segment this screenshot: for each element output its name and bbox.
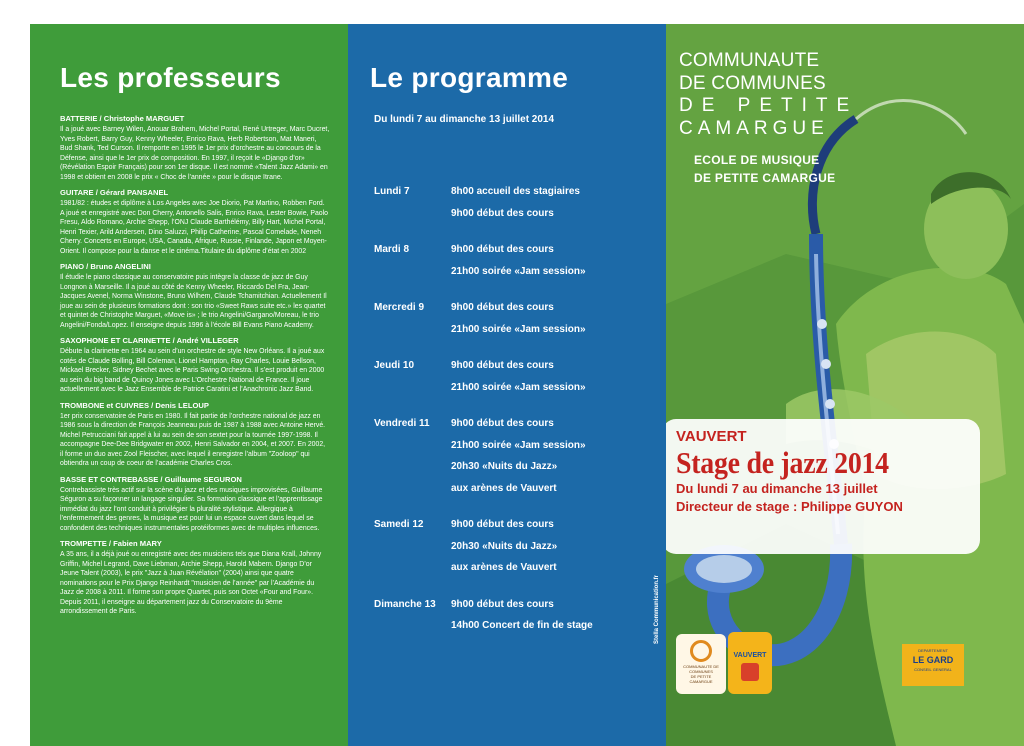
teacher-title: BASSE ET CONTREBASSE / Guillaume SEGURON: [60, 474, 242, 484]
event-dates: Du lundi 7 au dimanche 13 juillet: [676, 481, 878, 496]
teacher-entry: [60, 401, 330, 469]
logo-text: CAMARGUE: [689, 679, 713, 684]
event: 21h00 soirée «Jam session»: [451, 439, 586, 451]
teacher-bio: Débute la clarinette en 1964 au sein d’un orchestre de style New Orléans. Il a joué aux cotés de Claude Bolling, Bill Coleman, Lionel Hampton, Ray Charles, Louie Bellson, Mickael Brecker, Sidney Bechet avec le Paris Swing Orchestra. Il s’est produit en 2000 au sein du big band de Quincy Jones avec L’Orchestre National de France. Il joue actuellement avec le Jazz Ensemble de Patrice Caratini et l’Anachronic Jazz Band.: [60, 348, 325, 393]
teachers-panel: [30, 24, 348, 746]
teacher-bio: 1er prix conservatoire de Paris en 1980. Il fait partie de l’orchestre national de jazz en 1986 sous la direction de François Jeanneau puis de 1987 à 1988 avec Antoine Hervé. Michel Petrucciani fait appel à lui au sein de son sextet pour la tournée 1997-1998. Il accompagne Dee-Dee Bridgwater en 2002, Henri Salvador en 2004, et 2007. En 2002, il forme un duo avec Zool Fleischer, avec lequel il enregistre l’album "Zooloop" qui obtiendra un coup de coeur de l’académie Charles Cros.: [60, 412, 326, 467]
logo-text: CONSEIL GENERAL: [914, 667, 952, 672]
schedule-day: [370, 514, 650, 579]
day-label: Vendredi 11: [374, 418, 430, 429]
school-title: [694, 151, 835, 187]
teacher-entry: [60, 262, 330, 330]
event: 9h00 début des cours: [451, 519, 554, 530]
teacher-title: PIANO / Bruno ANGELINI: [60, 262, 151, 271]
teacher-entry: [60, 475, 330, 534]
logo-text: LE GARD: [912, 655, 954, 665]
day-events: [451, 514, 557, 579]
printer-credit: Stella Communication.fr: [654, 574, 660, 644]
event: 21h00 soirée «Jam session»: [451, 381, 586, 393]
logo-text: VAUVERT: [733, 652, 767, 659]
event: 9h00 début des cours: [451, 302, 554, 313]
community-line: DE PETITE: [679, 95, 859, 116]
teacher-title: TROMBONE et CUIVRES / Denis LELOUP: [60, 400, 209, 410]
teacher-entry: [60, 114, 330, 182]
logo-text: DE PETITE: [690, 674, 712, 679]
day-events: [451, 594, 593, 637]
teachers-heading: Les professeurs: [60, 62, 281, 93]
teacher-title: BATTERIE / Christophe MARGUET: [60, 114, 185, 123]
event: 8h00 accueil des stagiaires: [451, 186, 580, 197]
teacher-bio: Contrebassiste très actif sur la scène du jazz et des musiques improvisées, Guillaume Séguron a su façonner un langage singulier. Sa formation classique et l’apprentissage immédiat du jazz l’ont conduit à privilégier la pluralité stylistique. Allergique à l’enfermement des genres, la musique est pour lui un espace ouvert dans lequel se confondent des techniques instrumentales protéiformes avec de multiples influences.: [60, 486, 323, 532]
schedule-day: [370, 355, 650, 398]
logo-text: DEPARTEMENT: [918, 648, 948, 653]
event: 9h00 début des cours: [451, 598, 554, 610]
teacher-title: TROMPETTE / Fabien MARY: [60, 539, 162, 548]
school-line: ECOLE DE MUSIQUE: [694, 153, 820, 167]
school-line: DE PETITE CAMARGUE: [694, 171, 836, 185]
teacher-bio: Il étudie le piano classique au conservatoire puis intègre la classe de jazz de Guy Longnon à Marseille. Il a joué au côté de Kenny Wheeler, Riccardo Del Fra, Jean-Jacques Avenel, Norma Winstone, Bruno Wilhem, Claude Tchamitchian. Actuellement Il joue au sein de plusieurs formations dont : son trio «Sweet Raws suite etc.» les quartet et quintet de Christophe Marguet, «Move is» ; le trio Angelini/Gargano/Moreau, le trio Angelini/Fonda/Lopez. Il enseigne depuis 1996 à l’école Bill Evans Piano Academy.: [60, 274, 327, 329]
day-events: [451, 297, 586, 340]
teacher-bio: Il a joué avec Barney Wilen, Anouar Brahem, Michel Portal, René Urtreger, Marc Ducret, Yves Robert, Barry Guy, Kenny Wheeler, Enrico Rava, Herb Robertson, Mat Maneri, Bud Shank, Ted Curson. Il remporte en 1995 le 1er prix d’orchestre au concours de la Défense, ainsi que le 1er prix de composition. En 1997, il reçoit le «Django d’or» (Révélation Espoir Français) pour son 1er disque. Il est nommé «Talent Jazz Adami» en 1998 et obtient en 2008 le prix « Choc de l’année » pour le disque Itrane.: [60, 126, 330, 181]
day-label: Samedi 12: [374, 519, 424, 530]
event: 20h30 «Nuits du Jazz»: [451, 540, 558, 552]
teacher-bio: 1981/82 : études et diplôme à Los Angeles avec Joe Diorio, Pat Martino, Robben Ford. A joué et enregistré avec Don Cherry, Antonello Salis, Enrico Rava, Lester Bowie, Paolo Fresu, Aldo Romano, Archie Shepp, l’ONJ Claude Barthélémy, Billy Hart, Michel Portal, Henri Texier, Arild Andersen, Dino Saluzzi, Philip Catherine, Pascal Comelade, Neneh Cherry. Concerts en Europe, USA, Canada, Afrique, Russie, Finlande, Japon et Moyen-Orient. Il compose pour la danse et le cinéma.Titulaire du diplôme d’état en 2002: [60, 200, 328, 255]
event: 21h00 soirée «Jam session»: [451, 323, 586, 335]
schedule-day: [370, 239, 650, 282]
event: aux arènes de Vauvert: [451, 562, 557, 573]
event: 9h00 début des cours: [451, 418, 554, 429]
day-label: Mardi 8: [374, 244, 410, 255]
event-info-box: [666, 419, 980, 554]
event: aux arènes de Vauvert: [451, 482, 557, 494]
gard-logo: [902, 644, 964, 686]
day-events: [451, 355, 586, 398]
program-heading: Le programme: [370, 62, 569, 93]
cover-panel: [666, 24, 1024, 746]
day-label: Lundi 7: [374, 186, 410, 197]
day-events: [451, 239, 586, 282]
day-events: [451, 413, 586, 499]
teacher-title: SAXOPHONE ET CLARINETTE / André VILLEGER: [60, 336, 239, 345]
schedule-day: [370, 594, 650, 637]
community-logo-icon: [690, 640, 712, 662]
event: 9h00 début des cours: [451, 360, 554, 371]
day-label: Dimanche 13: [374, 598, 436, 610]
teacher-entry: [60, 188, 330, 256]
event: 21h00 soirée «Jam session»: [451, 265, 586, 277]
community-line: DE COMMUNES: [679, 72, 826, 94]
day-events: [451, 181, 580, 224]
program-dates: Du lundi 7 au dimanche 13 juillet 2014: [374, 114, 555, 125]
teacher-entry: [60, 539, 330, 617]
event-director: Directeur de stage : Philippe GUYON: [676, 499, 903, 514]
teacher-title: GUITARE / Gérard PANSANEL: [60, 188, 169, 197]
vauvert-crest-icon: [741, 663, 759, 681]
program-panel: [348, 24, 666, 746]
community-line: COMMUNAUTE: [679, 50, 820, 71]
community-line: CAMARGUE: [679, 117, 829, 139]
event-city: VAUVERT: [676, 428, 747, 445]
teacher-entry: [60, 336, 330, 395]
event: 9h00 début des cours: [451, 207, 554, 219]
teachers-list: [60, 114, 330, 617]
community-title: [679, 50, 858, 140]
schedule-day: [370, 297, 650, 340]
community-logo: [676, 634, 726, 694]
event: 9h00 début des cours: [451, 244, 554, 255]
vauvert-logo: [728, 632, 772, 694]
day-label: Jeudi 10: [374, 360, 415, 371]
schedule-day: [370, 181, 650, 224]
event-title: Stage de jazz 2014: [676, 445, 889, 480]
event: 14h00 Concert de fin de stage: [451, 620, 593, 631]
logo-text: COMMUNAUTE DE COMMUNES: [683, 664, 719, 674]
teacher-bio: A 35 ans, il a déjà joué ou enregistré avec des musiciens tels que Diana Krall, Johnny Griffin, Michel Legrand, Dave Liebman, Archie Shepp, Harold Mabern. Django D’or Jeune Talent (2003), le prix "Jazz à Juan Révélation" (2004) ainsi que quatre nominations pour le Prix Django Reinhardt "musicien de l’année" par l’Académie du Jazz de 2008 à 2011. Il forme son propre Quartet, puis son Octet «Four and Four». Depuis 2011, il enseigne au département jazz du Conservatoire du 9ème arrondissement de Paris.: [60, 551, 322, 615]
event: 20h30 «Nuits du Jazz»: [451, 461, 558, 472]
schedule-day: [370, 413, 650, 499]
day-label: Mercredi 9: [374, 302, 425, 313]
